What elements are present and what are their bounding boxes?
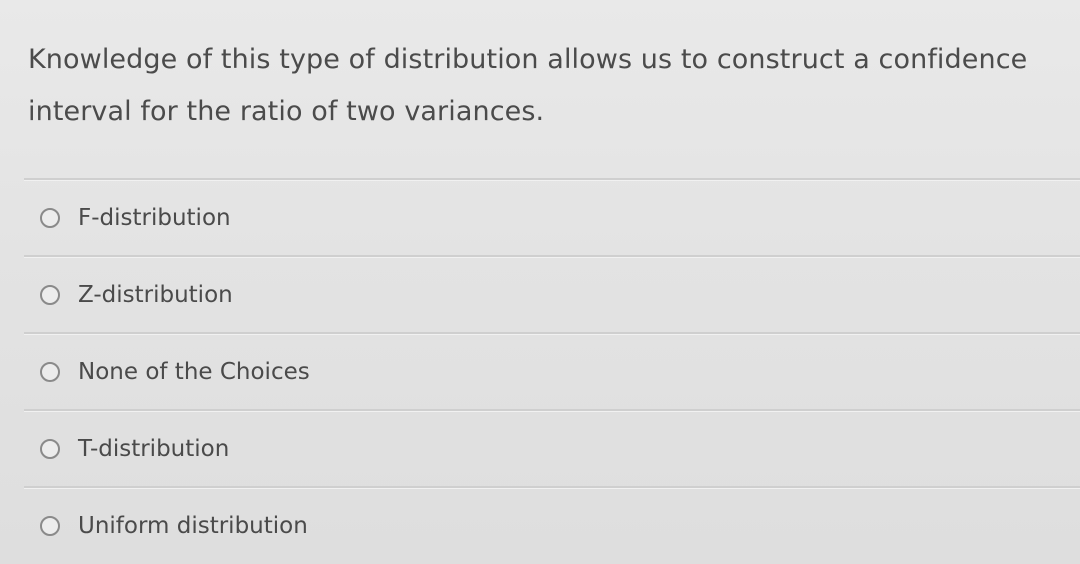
option-label: T-distribution — [78, 436, 230, 462]
radio-button[interactable] — [40, 208, 60, 228]
radio-button[interactable] — [40, 285, 60, 305]
option-label: Uniform distribution — [78, 513, 308, 539]
radio-button[interactable] — [40, 362, 60, 382]
option-t-distribution[interactable] — [0, 412, 1080, 486]
radio-button[interactable] — [40, 516, 60, 536]
answer-options — [0, 178, 1080, 563]
option-z-distribution[interactable] — [0, 258, 1080, 332]
question-text — [28, 34, 1068, 138]
question-line-1: Knowledge of this type of distribution allows us to construct a confidence — [28, 44, 1028, 75]
option-label: F-distribution — [78, 205, 231, 231]
option-f-distribution[interactable] — [0, 181, 1080, 255]
option-label: Z-distribution — [78, 282, 233, 308]
question-line-2: interval for the ratio of two variances. — [28, 96, 545, 127]
option-uniform-distribution[interactable] — [0, 489, 1080, 563]
option-none-of-the-choices[interactable] — [0, 335, 1080, 409]
radio-button[interactable] — [40, 439, 60, 459]
option-label: None of the Choices — [78, 359, 310, 385]
